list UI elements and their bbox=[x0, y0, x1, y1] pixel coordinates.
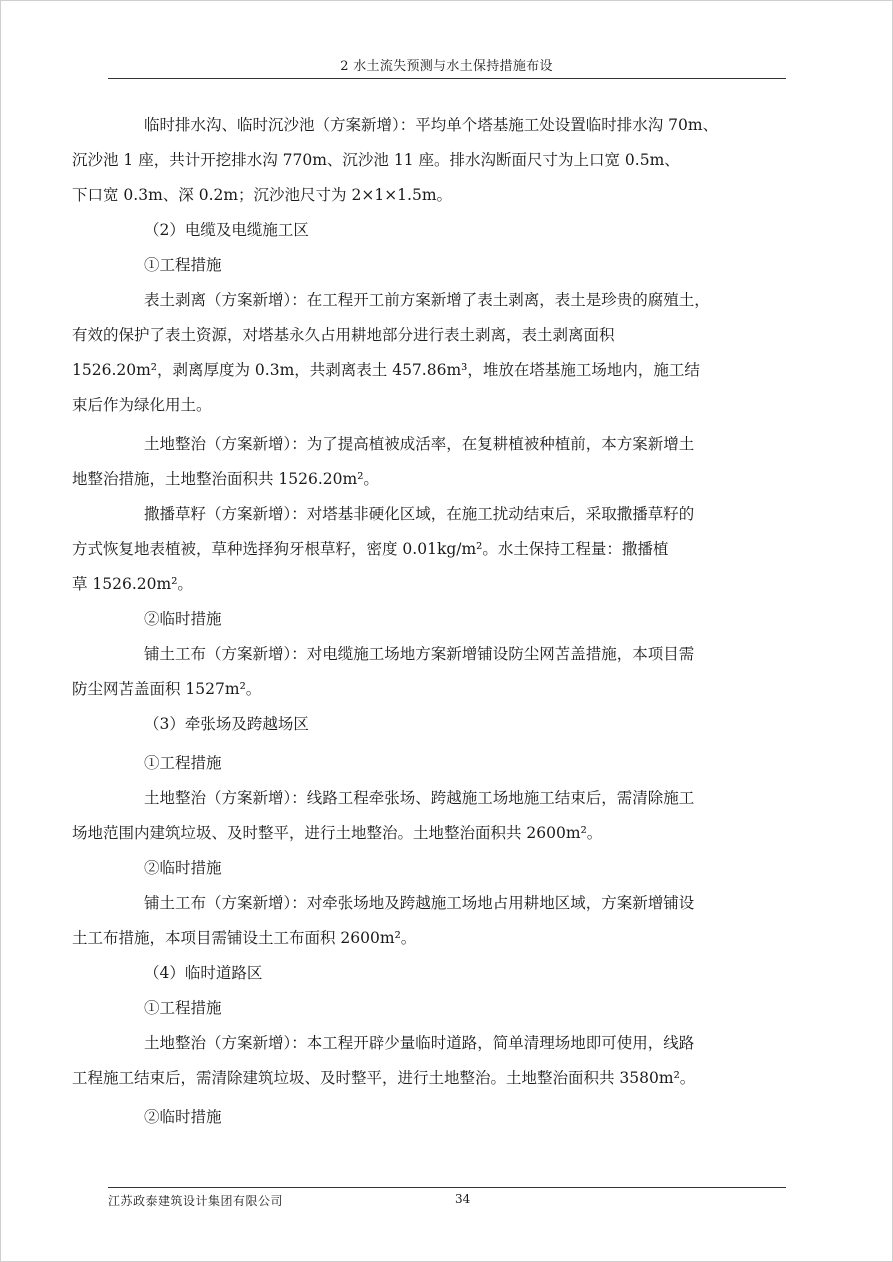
footer-company-name: 江苏政泰建筑设计集团有限公司 bbox=[108, 1194, 284, 1208]
section-heading-temporary-road bbox=[108, 956, 786, 991]
document-body bbox=[72, 108, 786, 1135]
subheading-temporary-measures bbox=[108, 851, 786, 886]
subheading-engineering-measures bbox=[108, 991, 786, 1026]
subheading-engineering-measures bbox=[108, 248, 786, 283]
footer-divider bbox=[108, 1187, 786, 1188]
text-line: 束后作为绿化用土。 bbox=[72, 396, 212, 414]
subheading-text: ①工程措施 bbox=[144, 256, 222, 274]
section-heading-tension-crossing bbox=[108, 707, 786, 742]
text-line: 地整治措施，土地整治面积共 1526.20m²。 bbox=[72, 470, 379, 488]
paragraph-geotextile-cable bbox=[72, 637, 786, 707]
paragraph-grass-seeding bbox=[72, 497, 786, 602]
section-heading-text: （4）临时道路区 bbox=[144, 964, 263, 982]
text-line: 防尘网苫盖面积 1527m²。 bbox=[72, 680, 262, 698]
text-line: 铺土工布（方案新增）：对电缆施工场地方案新增铺设防尘网苫盖措施，本项目需 bbox=[144, 645, 695, 663]
paragraph-geotextile-tension bbox=[72, 886, 786, 956]
subheading-text: ①工程措施 bbox=[144, 754, 222, 772]
text-line: 1526.20m²，剥离厚度为 0.3m，共剥离表土 457.86m³，堆放在塔基施工场地内，施工结 bbox=[72, 361, 700, 379]
section-heading-text: （2）电缆及电缆施工区 bbox=[144, 221, 309, 239]
running-header-title: 2 水土流失预测与水土保持措施布设 bbox=[340, 59, 553, 74]
text-line: 方式恢复地表植被，草种选择狗牙根草籽，密度 0.01kg/m²。水土保持工程量：撒播植 bbox=[72, 540, 669, 558]
text-line: 草 1526.20m²。 bbox=[72, 575, 193, 593]
subheading-text: ②临时措施 bbox=[144, 859, 222, 877]
page-number: 34 bbox=[455, 1192, 471, 1206]
subheading-temporary-measures bbox=[108, 1100, 786, 1135]
subheading-temporary-measures bbox=[108, 602, 786, 637]
paragraph-land-remediation-tension bbox=[72, 781, 786, 851]
text-line: 下口宽 0.3m、深 0.2m；沉沙池尺寸为 2×1×1.5m。 bbox=[72, 186, 453, 204]
subheading-text: ②临时措施 bbox=[144, 1108, 222, 1126]
text-line: 土地整治（方案新增）：线路工程牵张场、跨越施工场地施工结束后，需清除施工 bbox=[144, 789, 695, 807]
subheading-engineering-measures bbox=[108, 746, 786, 781]
text-line: 撒播草籽（方案新增）：对塔基非硬化区域，在施工扰动结束后，采取撒播草籽的 bbox=[144, 505, 695, 523]
text-line: 土工布措施，本项目需铺设土工布面积 2600m²。 bbox=[72, 929, 417, 947]
text-line: 有效的保护了表土资源，对塔基永久占用耕地部分进行表土剥离，表土剥离面积 bbox=[72, 326, 615, 344]
subheading-text: ①工程措施 bbox=[144, 999, 222, 1017]
text-line: 工程施工结束后，需清除建筑垃圾、及时整平，进行土地整治。土地整治面积共 3580m²。 bbox=[72, 1069, 696, 1087]
text-line: 土地整治（方案新增）：本工程开辟少量临时道路，简单清理场地即可使用，线路 bbox=[144, 1034, 695, 1052]
subheading-text: ②临时措施 bbox=[144, 610, 222, 628]
text-line: 沉沙池 1 座，共计开挖排水沟 770m、沉沙池 11 座。排水沟断面尺寸为上口宽 0.5m、 bbox=[72, 151, 680, 169]
text-line: 铺土工布（方案新增）：对牵张场地及跨越施工场地占用耕地区域，方案新增铺设 bbox=[144, 894, 695, 912]
paragraph-land-remediation-cable bbox=[72, 427, 786, 497]
header-divider bbox=[108, 78, 786, 79]
section-heading-text: （3）牵张场及跨越场区 bbox=[144, 715, 309, 733]
text-line: 土地整治（方案新增）：为了提高植被成活率，在复耕植被种植前，本方案新增土 bbox=[144, 435, 695, 453]
paragraph-topsoil-stripping bbox=[72, 283, 786, 423]
paragraph-drainage-sedimentation bbox=[72, 108, 786, 213]
section-heading-cable-area bbox=[108, 213, 786, 248]
text-line: 临时排水沟、临时沉沙池（方案新增）：平均单个塔基施工处设置临时排水沟 70m、 bbox=[144, 116, 719, 134]
text-line: 表土剥离（方案新增）：在工程开工前方案新增了表土剥离，表土是珍贵的腐殖土， bbox=[144, 291, 710, 309]
text-line: 场地范围内建筑垃圾、及时整平，进行土地整治。土地整治面积共 2600m²。 bbox=[72, 824, 603, 842]
paragraph-land-remediation-road bbox=[72, 1026, 786, 1096]
